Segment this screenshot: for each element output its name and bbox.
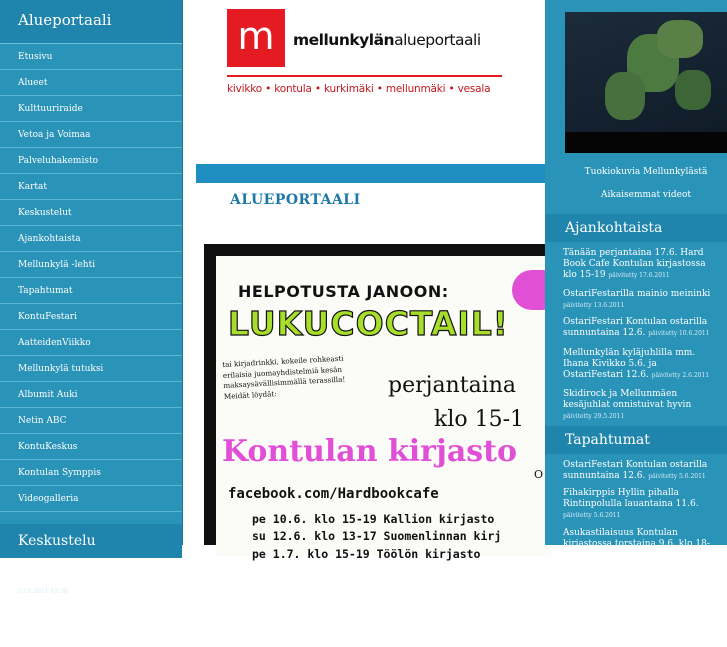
content-header-bar bbox=[196, 164, 545, 183]
logo-wordmark bbox=[293, 31, 481, 49]
map-land-shape bbox=[657, 20, 703, 58]
event-poster-image bbox=[204, 244, 545, 561]
nav-item-netin-abc[interactable]: Netin ABC bbox=[0, 408, 182, 434]
map-land-shape bbox=[605, 72, 645, 120]
nav-item-alueet[interactable]: Alueet bbox=[0, 70, 182, 96]
map-land-shape bbox=[675, 70, 711, 110]
event-item[interactable] bbox=[545, 528, 727, 561]
news-title: Ajankohtaista bbox=[545, 214, 727, 242]
nav-item-vetoa-ja-voimaa[interactable]: Vetoa ja Voimaa bbox=[0, 122, 182, 148]
discussion-text: Oli hyvä meininki Ostarifestareilla. Tosin olisi voinut olla enemmänkin ihmisiä! Luca bbox=[18, 603, 168, 646]
event-text: Asukastilaisuus Kontulan kirjastossa torstaina 9.6. klo 18-19.30 bbox=[563, 528, 710, 560]
poster-schedule-line: pe 10.6. klo 15-19 Kallion kirjasto bbox=[252, 512, 495, 526]
discussion-text: Jees, oli kiva tapahtuma. Se bluesjuttu oli aivan käsittämätön. bbox=[18, 564, 171, 585]
right-sidebar bbox=[545, 0, 727, 560]
discussion-title: Keskustelu bbox=[0, 524, 182, 558]
logo-divider bbox=[227, 75, 502, 77]
nav-item-kontukeskus[interactable]: KontuKeskus bbox=[0, 434, 182, 460]
logo-mark: m bbox=[227, 9, 285, 67]
nav-item-albumit-auki[interactable]: Albumit Auki bbox=[0, 382, 182, 408]
news-text: OstariFestari Kontulan ostarilla sunnuntaina 12.6. bbox=[563, 317, 708, 338]
nav-item-mellunkyla-tutuksi[interactable]: Mellunkylä tutuksi bbox=[0, 356, 182, 382]
event-item[interactable] bbox=[545, 488, 727, 521]
events-title: Tapahtumat bbox=[545, 426, 727, 454]
event-text: Fihakirppis Hyllin pihalla Rintinpolulla lauantaina 11.6. bbox=[563, 488, 699, 509]
page-title: ALUEPORTAALI bbox=[230, 192, 361, 208]
news-date: päivitetty 2.6.2011 bbox=[651, 372, 710, 379]
event-text: OstariFestari Kontulan ostarilla sunnuntaina 12.6. bbox=[563, 460, 708, 481]
nav-item-palveluhakemisto[interactable]: Palveluhakemisto bbox=[0, 148, 182, 174]
event-date: päivitetty 5.6.2011 bbox=[563, 512, 621, 519]
discussion-author: Tiiti bbox=[18, 603, 40, 613]
poster-facebook: facebook.com/Hardbookcafe bbox=[228, 486, 439, 502]
discussion-item[interactable] bbox=[0, 558, 182, 597]
news-date: päivitetty 10.6.2011 bbox=[648, 330, 710, 337]
poster-library: Kontulan kirjasto bbox=[222, 434, 518, 469]
news-date: päivitetty 13.6.2011 bbox=[563, 302, 625, 309]
event-date: päivitetty 5.6.2011 bbox=[648, 473, 706, 480]
video-link-tuokiokuvia[interactable]: Tuokiokuvia Mellunkylästä bbox=[584, 167, 708, 177]
nav-item-ajankohtaista[interactable]: Ajankohtaista bbox=[0, 226, 182, 252]
discussion-date: 13.8.2011 15:38 bbox=[18, 588, 68, 595]
poster-headline: HELPOTUSTA JANOON: bbox=[238, 282, 449, 301]
news-date: päivitetty 29.5.2011 bbox=[563, 413, 625, 420]
news-text: Skidirock ja Mellunmäen kesäjuhlat onnistuivat hyvin bbox=[563, 389, 692, 410]
nav-item-kontulan-symppis[interactable]: Kontulan Symppis bbox=[0, 460, 182, 486]
logo-districts: kivikko • kontula • kurkimäki • mellunmäki • vesala bbox=[227, 83, 491, 95]
poster-o-letter: O bbox=[534, 468, 544, 481]
discussion-item[interactable] bbox=[0, 597, 182, 647]
nav-item-kartat[interactable]: Kartat bbox=[0, 174, 182, 200]
news-date: päivitetty 17.6.2011 bbox=[608, 272, 670, 279]
news-item[interactable] bbox=[545, 317, 727, 339]
main-content bbox=[184, 0, 545, 561]
nav-item-videogalleria[interactable]: Videogalleria bbox=[0, 486, 182, 512]
logo-wordmark-bold: mellunkylän bbox=[293, 31, 395, 49]
poster-schedule-line: pe 1.7. klo 15-19 Töölön kirjasto bbox=[252, 547, 481, 561]
news-item[interactable] bbox=[545, 389, 727, 422]
news-text: Tänään perjantaina 17.6. Hard Book Cafe Kontulan kirjastossa klo 15-19 bbox=[563, 248, 706, 280]
nav-item-mellunkyla-lehti[interactable]: Mellunkylä -lehti bbox=[0, 252, 182, 278]
logo-wordmark-rest: alueportaali bbox=[394, 31, 481, 49]
poster-day: perjantaina bbox=[388, 373, 517, 398]
discussion-author: Pate bbox=[18, 564, 41, 574]
site-logo[interactable] bbox=[227, 9, 507, 109]
sidebar-title: Alueportaali bbox=[0, 0, 182, 44]
news-text: OstariFestarilla mainio meininki bbox=[563, 289, 711, 299]
poster-cocktail-title: LUKUCOCTAIL! bbox=[228, 304, 509, 343]
video-player[interactable] bbox=[565, 12, 727, 153]
poster-time: klo 15-1 bbox=[434, 407, 525, 432]
poster-sheet bbox=[216, 256, 551, 561]
nav-item-kontufestari[interactable]: KontuFestari bbox=[0, 304, 182, 330]
news-item[interactable] bbox=[545, 289, 727, 311]
poster-schedule-line: su 12.6. klo 13-17 Suomenlinnan kirj bbox=[252, 529, 502, 543]
video-link-aikaisemmat[interactable]: Aikaisemmat videot bbox=[600, 190, 692, 200]
news-item[interactable] bbox=[545, 348, 727, 381]
left-sidebar bbox=[0, 0, 183, 646]
video-controls[interactable] bbox=[565, 132, 727, 153]
poster-small-text: tai kirjadrinkki, kokeile rohkeasti erilaisia juomayhdistelmiä kesän maksaysävällisimmällä terassilla! Meidät löydät: bbox=[222, 353, 346, 401]
nav-item-kulttuuriraide[interactable]: Kulttuuriraide bbox=[0, 96, 182, 122]
nav-item-keskustelut[interactable]: Keskustelut bbox=[0, 200, 182, 226]
nav-item-aatteidenviikko[interactable]: AatteidenViikko bbox=[0, 330, 182, 356]
news-item[interactable] bbox=[545, 248, 727, 281]
main-nav bbox=[0, 44, 182, 512]
news-text: Mellunkylän kyläjuhlilla mm. Ihana Kivikko 5.6. ja OstariFestari 12.6. bbox=[563, 348, 696, 380]
nav-item-etusivu[interactable]: Etusivu bbox=[0, 44, 182, 70]
nav-item-tapahtumat[interactable]: Tapahtumat bbox=[0, 278, 182, 304]
event-item[interactable] bbox=[545, 460, 727, 482]
